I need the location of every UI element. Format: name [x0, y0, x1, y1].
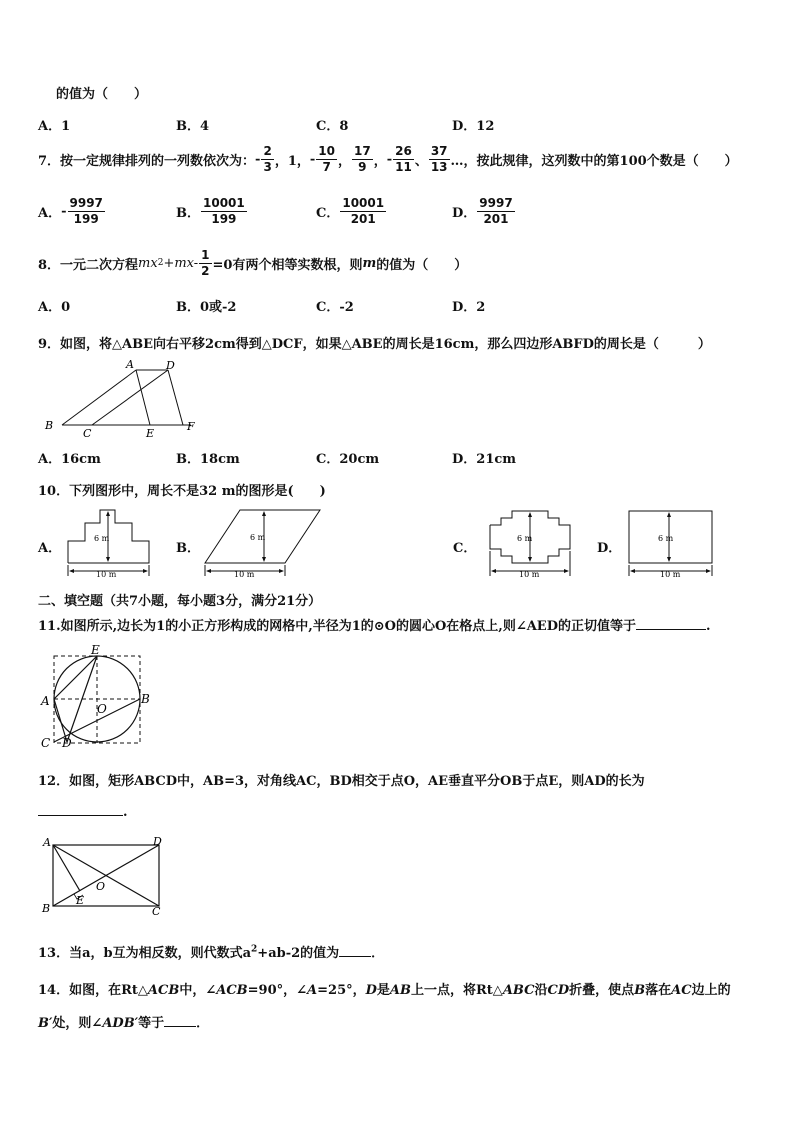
q7-separator: 、 [414, 153, 428, 169]
option-sign: - [61, 203, 67, 219]
q7-option-d [452, 192, 516, 230]
q9-side-ae [136, 370, 150, 425]
option-fraction: $\frac{10001}{199}$ [203, 195, 245, 226]
q9-figure [40, 356, 200, 440]
q11-figure [38, 643, 158, 753]
q14-math: D [365, 983, 377, 998]
q14-math: ABC [502, 983, 535, 998]
q13-lead: 13．当a，b互为相反数，则代数式a [38, 946, 252, 961]
q14-text: 边上的 [691, 983, 731, 998]
q13-stem [38, 942, 384, 961]
q12-label-d: D [153, 835, 162, 848]
q14-text: 上一点，将Rt△ [411, 983, 503, 998]
q7-fraction-5: $\frac{37}{13}$ [430, 143, 448, 174]
width-label: 10 m [660, 570, 681, 579]
q8-tail: =0有两个相等实数根，则 [212, 257, 363, 273]
q8-option-a: A．0 [38, 300, 71, 315]
answer-blank[interactable] [636, 617, 706, 630]
q8-equation-term: +mx- [163, 255, 199, 271]
q13-end: ． [371, 946, 385, 961]
width-label: 10 m [96, 570, 117, 579]
q7-fraction-3: $\frac{17}{9}$ [353, 143, 371, 174]
q8-option-b: B．0或-2 [176, 300, 237, 315]
q14-math: A [307, 983, 318, 998]
height-label: 6 m [250, 533, 266, 542]
q7-fraction-1: $\frac{2}{3}$ [263, 143, 272, 174]
q7-sign: - [309, 151, 316, 167]
option-fraction: $\frac{10001}{201}$ [342, 195, 385, 226]
q9-label-f: F [187, 420, 195, 433]
q6-option-b: B．4 [176, 119, 210, 134]
q6-option-a: A．1 [38, 119, 71, 134]
q10-figure-a [62, 505, 157, 580]
answer-blank[interactable] [38, 803, 123, 816]
q14-text: 处，则∠ [52, 1016, 103, 1031]
q9-option-c: C．20cm [316, 452, 380, 467]
q14-text: =25°， [317, 983, 366, 998]
q8-exponent: 2 [157, 258, 164, 268]
q8-variable: m [362, 255, 377, 271]
q9-option-b: B．18cm [176, 452, 240, 467]
q7-separator: ， [373, 153, 387, 169]
q7-sign: - [386, 151, 393, 167]
q14-stem-line2 [38, 1012, 209, 1031]
q6-option-d: D．12 [452, 119, 495, 134]
q10-option-a: A． [38, 541, 62, 556]
q12-label-c: C [152, 905, 161, 918]
q10-figure-d [624, 503, 719, 580]
q12-answer-line [38, 803, 128, 820]
q10-option-d: D． [597, 541, 622, 556]
option-letter: D． [452, 205, 477, 221]
q11-label-o: O [97, 702, 107, 716]
q14-math: ACB [147, 983, 180, 998]
option-fraction: $\frac{9997}{201}$ [479, 195, 513, 226]
q14-stem-line1 [38, 979, 731, 998]
section-2-heading: 二、填空题（共7小题，每小题3分，满分21分） [38, 594, 322, 609]
q12-stem: 12．如图，矩形ABCD中，AB=3，对角线AC，BD相交于点O，AE垂直平分OB于点E，则AD的长为 [38, 774, 645, 789]
q14-text: 等于 [138, 1016, 165, 1031]
q9-label-e: E [146, 427, 155, 440]
q8-equation-term: mx [138, 255, 158, 271]
q10-figure-b [200, 505, 325, 580]
q14-math: ACB [216, 983, 248, 998]
q6-option-c: C．8 [316, 119, 349, 134]
q12-label-a: A [43, 836, 51, 849]
q9-option-a: A．16cm [38, 452, 101, 467]
q14-math: ADB′ [102, 1016, 139, 1031]
q9-side-dc [92, 370, 168, 425]
width-label: 10 m [234, 570, 255, 579]
q7-stem [38, 140, 738, 178]
q12-end: . [123, 805, 128, 820]
q11-label-c: C [41, 736, 51, 750]
q14-text: 是 [376, 983, 390, 998]
option-letter: B． [176, 205, 200, 221]
q14-text: 折叠，使点 [569, 983, 635, 998]
q8-option-d: D．2 [452, 300, 486, 315]
q7-fraction-4: $\frac{26}{11}$ [395, 143, 412, 174]
q11-label-d: D [62, 736, 72, 750]
q14-text: 中，∠ [179, 983, 217, 998]
q7-separator: ，1， [274, 153, 310, 169]
q14-math: AC [671, 983, 692, 998]
q11-end: . [706, 619, 711, 634]
q10-stem: 10．下列图形中，周长不是32 m的图形是( ) [38, 484, 326, 499]
q14-math: AB [389, 983, 411, 998]
option-letter: C． [316, 205, 340, 221]
q12-label-b: B [42, 902, 51, 915]
q7-fraction-2: $\frac{10}{7}$ [318, 143, 335, 174]
q9-label-c: C [83, 427, 92, 440]
q10-option-c: C． [453, 541, 477, 556]
q12-label-e: E [76, 894, 85, 907]
q7-option-c [316, 192, 387, 230]
q14-text: 落在 [645, 983, 672, 998]
q11-label-a: A [41, 694, 50, 708]
q14-text: =90°，∠ [247, 983, 308, 998]
q9-side-ba [62, 370, 136, 425]
height-label: 6 m [517, 534, 533, 543]
q9-stem: 9．如图，将△ABE向右平移2cm得到△DCF，如果△ABE的周长是16cm，那么四边形ABFD的周长是（ ） [38, 337, 711, 352]
q7-tail: …，按此规律，这列数中的第100个数是（ ） [450, 153, 738, 169]
q8-fraction: $\frac{1}{2}$ [201, 247, 210, 278]
q14-math: B [634, 983, 646, 998]
q6-stem-tail: 的值为（ ） [56, 87, 148, 102]
q11-label-e: E [91, 643, 100, 657]
q8-stem [38, 244, 467, 282]
q7-option-b [176, 192, 248, 230]
option-fraction: $\frac{9997}{199}$ [69, 195, 103, 226]
q10-option-b: B． [176, 541, 200, 556]
q9-label-b: B [45, 419, 54, 432]
answer-blank[interactable] [164, 1014, 196, 1027]
q11-text: 11.如图所示,边长为1的小正方形构成的网格中,半径为1的⊙O的圆心O在格点上,则∠AED的正切值等于 [38, 619, 636, 634]
q14-text: 14．如图，在Rt△ [38, 983, 148, 998]
q14-math: CD [547, 983, 570, 998]
q7-separator: ， [337, 153, 351, 169]
q14-math: B′ [38, 1016, 53, 1031]
q8-lead: 8．一元二次方程 [38, 257, 139, 273]
q10-figure-c [486, 505, 578, 580]
q12-label-o: O [96, 880, 106, 893]
q9-side-df [168, 370, 183, 425]
q7-option-a [38, 192, 106, 230]
width-label: 10 m [519, 570, 540, 579]
answer-blank[interactable] [339, 944, 371, 957]
q14-end: ． [196, 1016, 210, 1031]
q8-tail: 的值为（ ） [376, 257, 468, 273]
height-label: 6 m [658, 534, 674, 543]
q7-sign: - [255, 151, 261, 167]
q14-text: 沿 [534, 983, 548, 998]
q9-label-d: D [166, 359, 175, 372]
option-letter: A． [38, 205, 62, 221]
segment-ae [53, 845, 80, 891]
q13-exponent: 2 [251, 944, 258, 955]
height-label: 6 m [94, 534, 110, 543]
q11-label-b: B [141, 692, 150, 706]
q9-label-a: A [126, 358, 134, 371]
q13-tail: +ab-2的值为 [257, 946, 340, 961]
q7-lead: 7．按一定规律排列的一列数依次为： [38, 153, 256, 169]
q8-option-c: C．-2 [316, 300, 354, 315]
q11-stem [38, 615, 711, 634]
q12-figure [38, 832, 173, 920]
q9-option-d: D．21cm [452, 452, 517, 467]
